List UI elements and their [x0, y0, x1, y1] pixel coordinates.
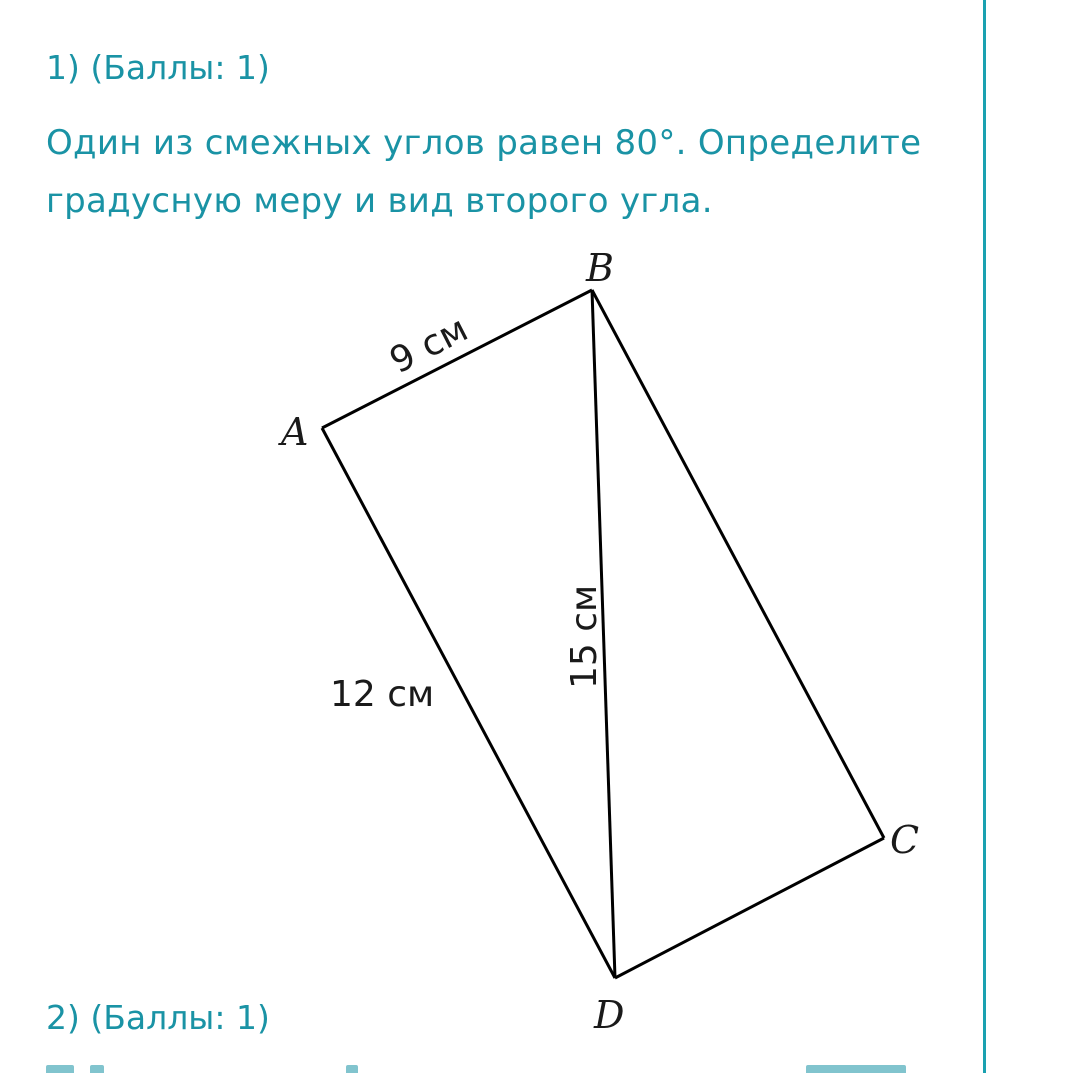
task-2-header: 2) (Баллы: 1) — [46, 998, 270, 1037]
task-1-text: Один из смежных углов равен 80°. Определите градусную меру и вид второго угла. — [46, 123, 922, 221]
task-2-text-cropped — [46, 1062, 946, 1073]
length-label-ad: 12 см — [330, 674, 435, 715]
length-label-ab: 9 см — [383, 308, 475, 383]
vertex-label-b: B — [586, 246, 614, 290]
vertex-label-c: C — [890, 818, 920, 862]
task-1-header: 1) (Баллы: 1) — [46, 48, 270, 87]
length-label-bd: 15 см — [564, 584, 605, 689]
side-cd — [615, 838, 884, 978]
side-bc — [592, 290, 884, 838]
vertex-label-d: D — [594, 993, 625, 1037]
vertex-label-a: A — [281, 410, 309, 454]
